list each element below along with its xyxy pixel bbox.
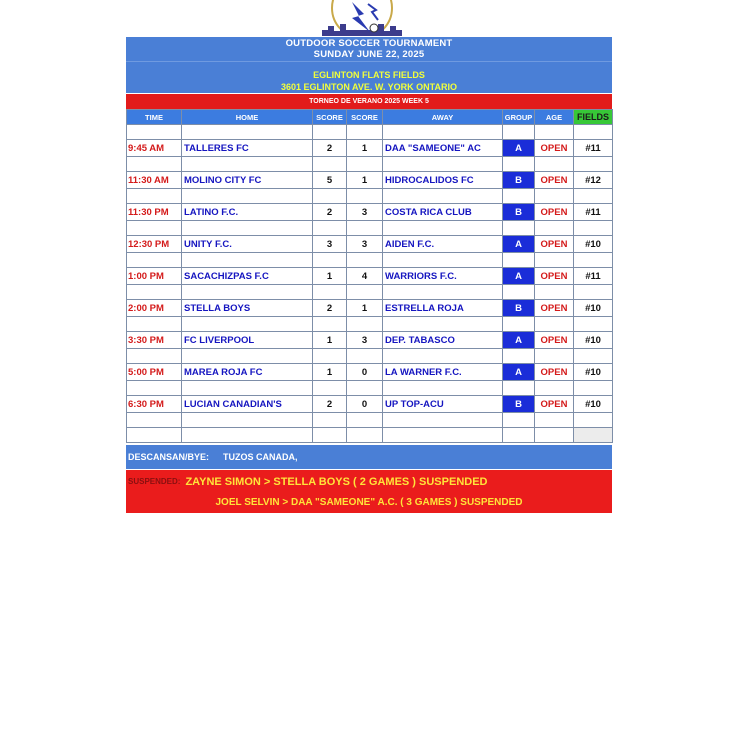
col-away-score-header: SCORE xyxy=(347,110,383,125)
age-division: OPEN xyxy=(535,300,574,317)
age-division: OPEN xyxy=(535,396,574,413)
tournament-date: SUNDAY JUNE 22, 2025 xyxy=(313,49,425,60)
empty-cell xyxy=(347,317,383,332)
field-number: #10 xyxy=(574,364,613,381)
empty-cell xyxy=(347,189,383,204)
group-badge: B xyxy=(503,172,535,189)
away-team: LA WARNER F.C. xyxy=(383,364,503,381)
empty-cell xyxy=(313,157,347,172)
empty-cell xyxy=(503,125,535,140)
venue-name: EGLINTON FLATS FIELDS xyxy=(313,70,425,80)
empty-cell xyxy=(535,413,574,428)
empty-cell xyxy=(127,413,182,428)
away-team: DAA "SAMEONE" AC xyxy=(383,140,503,157)
away-team: COSTA RICA CLUB xyxy=(383,204,503,221)
group-badge: A xyxy=(503,268,535,285)
table-row xyxy=(127,236,613,253)
empty-cell xyxy=(503,381,535,396)
age-division: OPEN xyxy=(535,236,574,253)
group-badge: A xyxy=(503,332,535,349)
table-row xyxy=(127,268,613,285)
empty-cell xyxy=(347,125,383,140)
bye-band xyxy=(126,445,612,469)
empty-cell xyxy=(313,428,347,443)
spacer-row xyxy=(127,317,613,332)
group-badge: B xyxy=(503,396,535,413)
empty-cell xyxy=(503,221,535,236)
empty-cell xyxy=(127,285,182,300)
empty-cell xyxy=(347,349,383,364)
age-division: OPEN xyxy=(535,364,574,381)
age-division: OPEN xyxy=(535,332,574,349)
empty-cell xyxy=(503,189,535,204)
match-time: 11:30 AM xyxy=(127,172,182,189)
empty-cell xyxy=(574,253,613,268)
empty-cell xyxy=(182,253,313,268)
schedule-sheet xyxy=(126,37,612,513)
empty-cell xyxy=(182,189,313,204)
empty-cell xyxy=(383,285,503,300)
empty-cell xyxy=(383,349,503,364)
away-score: 0 xyxy=(347,396,383,413)
home-team: UNITY F.C. xyxy=(182,236,313,253)
spacer-row xyxy=(127,285,613,300)
empty-cell xyxy=(313,413,347,428)
away-score: 1 xyxy=(347,140,383,157)
empty-cell xyxy=(503,349,535,364)
home-score: 3 xyxy=(313,236,347,253)
empty-cell xyxy=(347,413,383,428)
spacer-row xyxy=(127,157,613,172)
away-score: 0 xyxy=(347,364,383,381)
spacer-row xyxy=(127,189,613,204)
suspension-band-1 xyxy=(126,469,612,493)
bye-label: DESCANSAN/BYE: xyxy=(128,452,210,462)
empty-cell xyxy=(574,221,613,236)
home-team: FC LIVERPOOL xyxy=(182,332,313,349)
empty-cell xyxy=(383,253,503,268)
empty-cell xyxy=(383,381,503,396)
venue-band xyxy=(126,61,612,93)
empty-cell xyxy=(127,349,182,364)
table-header-row xyxy=(127,110,613,125)
week-banner: TORNEO DE VERANO 2025 WEEK 5 xyxy=(126,93,612,109)
table-row xyxy=(127,204,613,221)
empty-cell xyxy=(535,428,574,443)
empty-cell xyxy=(127,157,182,172)
empty-cell xyxy=(383,189,503,204)
empty-cell xyxy=(574,285,613,300)
empty-cell xyxy=(503,317,535,332)
away-score: 1 xyxy=(347,172,383,189)
empty-cell xyxy=(127,253,182,268)
spacer-row xyxy=(127,253,613,268)
empty-cell xyxy=(182,413,313,428)
group-badge: A xyxy=(503,140,535,157)
empty-cell xyxy=(383,157,503,172)
spacer-row xyxy=(127,349,613,364)
home-team: TALLERES FC xyxy=(182,140,313,157)
field-number: #10 xyxy=(574,396,613,413)
age-division: OPEN xyxy=(535,140,574,157)
empty-cell xyxy=(347,157,383,172)
empty-cell xyxy=(347,253,383,268)
home-team: LUCIAN CANADIAN'S xyxy=(182,396,313,413)
field-number: #11 xyxy=(574,268,613,285)
empty-cell xyxy=(182,157,313,172)
home-team: STELLA BOYS xyxy=(182,300,313,317)
spacer-row xyxy=(127,125,613,140)
group-badge: B xyxy=(503,300,535,317)
table-row xyxy=(127,140,613,157)
empty-cell xyxy=(503,157,535,172)
empty-cell xyxy=(535,125,574,140)
table-row xyxy=(127,300,613,317)
empty-cell xyxy=(127,125,182,140)
home-team: SACACHIZPAS F.C xyxy=(182,268,313,285)
suspension-notice-1: ZAYNE SIMON > STELLA BOYS ( 2 GAMES ) SUSPENDED xyxy=(185,475,488,488)
match-time: 1:00 PM xyxy=(127,268,182,285)
match-table-body xyxy=(127,125,613,443)
away-score: 3 xyxy=(347,332,383,349)
empty-cell xyxy=(574,317,613,332)
tournament-title-band xyxy=(126,37,612,61)
empty-cell xyxy=(574,413,613,428)
tournament-logo xyxy=(312,0,412,36)
match-time: 12:30 PM xyxy=(127,236,182,253)
field-number: #10 xyxy=(574,332,613,349)
empty-cell xyxy=(127,428,182,443)
empty-cell xyxy=(383,125,503,140)
empty-cell xyxy=(535,349,574,364)
suspension-notice-2: JOEL SELVIN > DAA "SAMEONE" A.C. ( 3 GAMES ) SUSPENDED xyxy=(126,493,612,513)
field-number: #10 xyxy=(574,236,613,253)
empty-cell xyxy=(535,317,574,332)
col-away-header: AWAY xyxy=(383,110,503,125)
home-score: 2 xyxy=(313,300,347,317)
bye-teams: TUZOS CANADA, xyxy=(223,452,298,462)
table-row xyxy=(127,364,613,381)
col-age-header: AGE xyxy=(535,110,574,125)
empty-cell xyxy=(182,428,313,443)
empty-cell xyxy=(574,349,613,364)
away-team: ESTRELLA ROJA xyxy=(383,300,503,317)
empty-cell xyxy=(535,221,574,236)
match-time: 3:30 PM xyxy=(127,332,182,349)
venue-address: 3601 EGLINTON AVE. W. YORK ONTARIO xyxy=(280,82,458,92)
group-badge: A xyxy=(503,364,535,381)
empty-cell xyxy=(313,381,347,396)
field-number: #11 xyxy=(574,204,613,221)
empty-cell xyxy=(182,317,313,332)
empty-cell xyxy=(503,285,535,300)
away-team: HIDROCALIDOS FC xyxy=(383,172,503,189)
age-division: OPEN xyxy=(535,204,574,221)
group-badge: A xyxy=(503,236,535,253)
empty-cell xyxy=(574,381,613,396)
empty-cell xyxy=(313,125,347,140)
table-row xyxy=(127,172,613,189)
empty-cell xyxy=(347,428,383,443)
tournament-title: OUTDOOR SOCCER TOURNAMENT xyxy=(285,38,453,49)
empty-cell xyxy=(383,221,503,236)
empty-cell xyxy=(503,428,535,443)
empty-cell xyxy=(182,349,313,364)
away-score: 1 xyxy=(347,300,383,317)
empty-cell xyxy=(383,317,503,332)
empty-cell xyxy=(347,381,383,396)
field-number: #11 xyxy=(574,140,613,157)
empty-cell xyxy=(127,221,182,236)
home-score: 1 xyxy=(313,268,347,285)
empty-cell xyxy=(535,189,574,204)
match-time: 11:30 PM xyxy=(127,204,182,221)
spacer-row xyxy=(127,428,613,443)
home-score: 2 xyxy=(313,140,347,157)
home-score: 2 xyxy=(313,396,347,413)
empty-cell xyxy=(535,157,574,172)
match-table xyxy=(126,109,613,443)
empty-cell xyxy=(574,125,613,140)
home-team: MOLINO CITY FC xyxy=(182,172,313,189)
empty-cell xyxy=(313,253,347,268)
group-badge: B xyxy=(503,204,535,221)
empty-cell xyxy=(182,221,313,236)
away-score: 4 xyxy=(347,268,383,285)
home-score: 2 xyxy=(313,204,347,221)
empty-cell xyxy=(313,285,347,300)
home-team: MAREA ROJA FC xyxy=(182,364,313,381)
table-row xyxy=(127,332,613,349)
empty-cell xyxy=(313,317,347,332)
empty-cell xyxy=(313,221,347,236)
empty-cell xyxy=(535,285,574,300)
col-fields-header: FIELDS xyxy=(574,110,613,125)
col-time-header: TIME xyxy=(127,110,182,125)
match-time: 5:00 PM xyxy=(127,364,182,381)
empty-cell xyxy=(503,413,535,428)
field-number: #10 xyxy=(574,300,613,317)
home-team: LATINO F.C. xyxy=(182,204,313,221)
spacer-row xyxy=(127,413,613,428)
match-time: 6:30 PM xyxy=(127,396,182,413)
empty-cell xyxy=(127,381,182,396)
empty-cell xyxy=(574,157,613,172)
empty-cell xyxy=(313,189,347,204)
empty-cell xyxy=(503,253,535,268)
empty-cell xyxy=(182,285,313,300)
match-time: 2:00 PM xyxy=(127,300,182,317)
empty-cell xyxy=(574,428,613,443)
away-score: 3 xyxy=(347,204,383,221)
empty-cell xyxy=(182,381,313,396)
empty-cell xyxy=(535,381,574,396)
empty-cell xyxy=(127,317,182,332)
empty-cell xyxy=(383,428,503,443)
field-number: #12 xyxy=(574,172,613,189)
away-team: WARRIORS F.C. xyxy=(383,268,503,285)
home-score: 1 xyxy=(313,364,347,381)
spacer-row xyxy=(127,381,613,396)
away-team: DEP. TABASCO xyxy=(383,332,503,349)
age-division: OPEN xyxy=(535,268,574,285)
empty-cell xyxy=(574,189,613,204)
empty-cell xyxy=(535,253,574,268)
col-home-score-header: SCORE xyxy=(313,110,347,125)
spacer-row xyxy=(127,221,613,236)
empty-cell xyxy=(383,413,503,428)
empty-cell xyxy=(347,285,383,300)
home-score: 1 xyxy=(313,332,347,349)
col-home-header: HOME xyxy=(182,110,313,125)
empty-cell xyxy=(313,349,347,364)
away-team: UP TOP-ACU xyxy=(383,396,503,413)
empty-cell xyxy=(127,189,182,204)
col-group-header: GROUP xyxy=(503,110,535,125)
empty-cell xyxy=(347,221,383,236)
suspended-label: SUSPENDED: xyxy=(128,477,181,486)
away-team: AIDEN F.C. xyxy=(383,236,503,253)
age-division: OPEN xyxy=(535,172,574,189)
home-score: 5 xyxy=(313,172,347,189)
table-row xyxy=(127,396,613,413)
away-score: 3 xyxy=(347,236,383,253)
empty-cell xyxy=(182,125,313,140)
match-time: 9:45 AM xyxy=(127,140,182,157)
